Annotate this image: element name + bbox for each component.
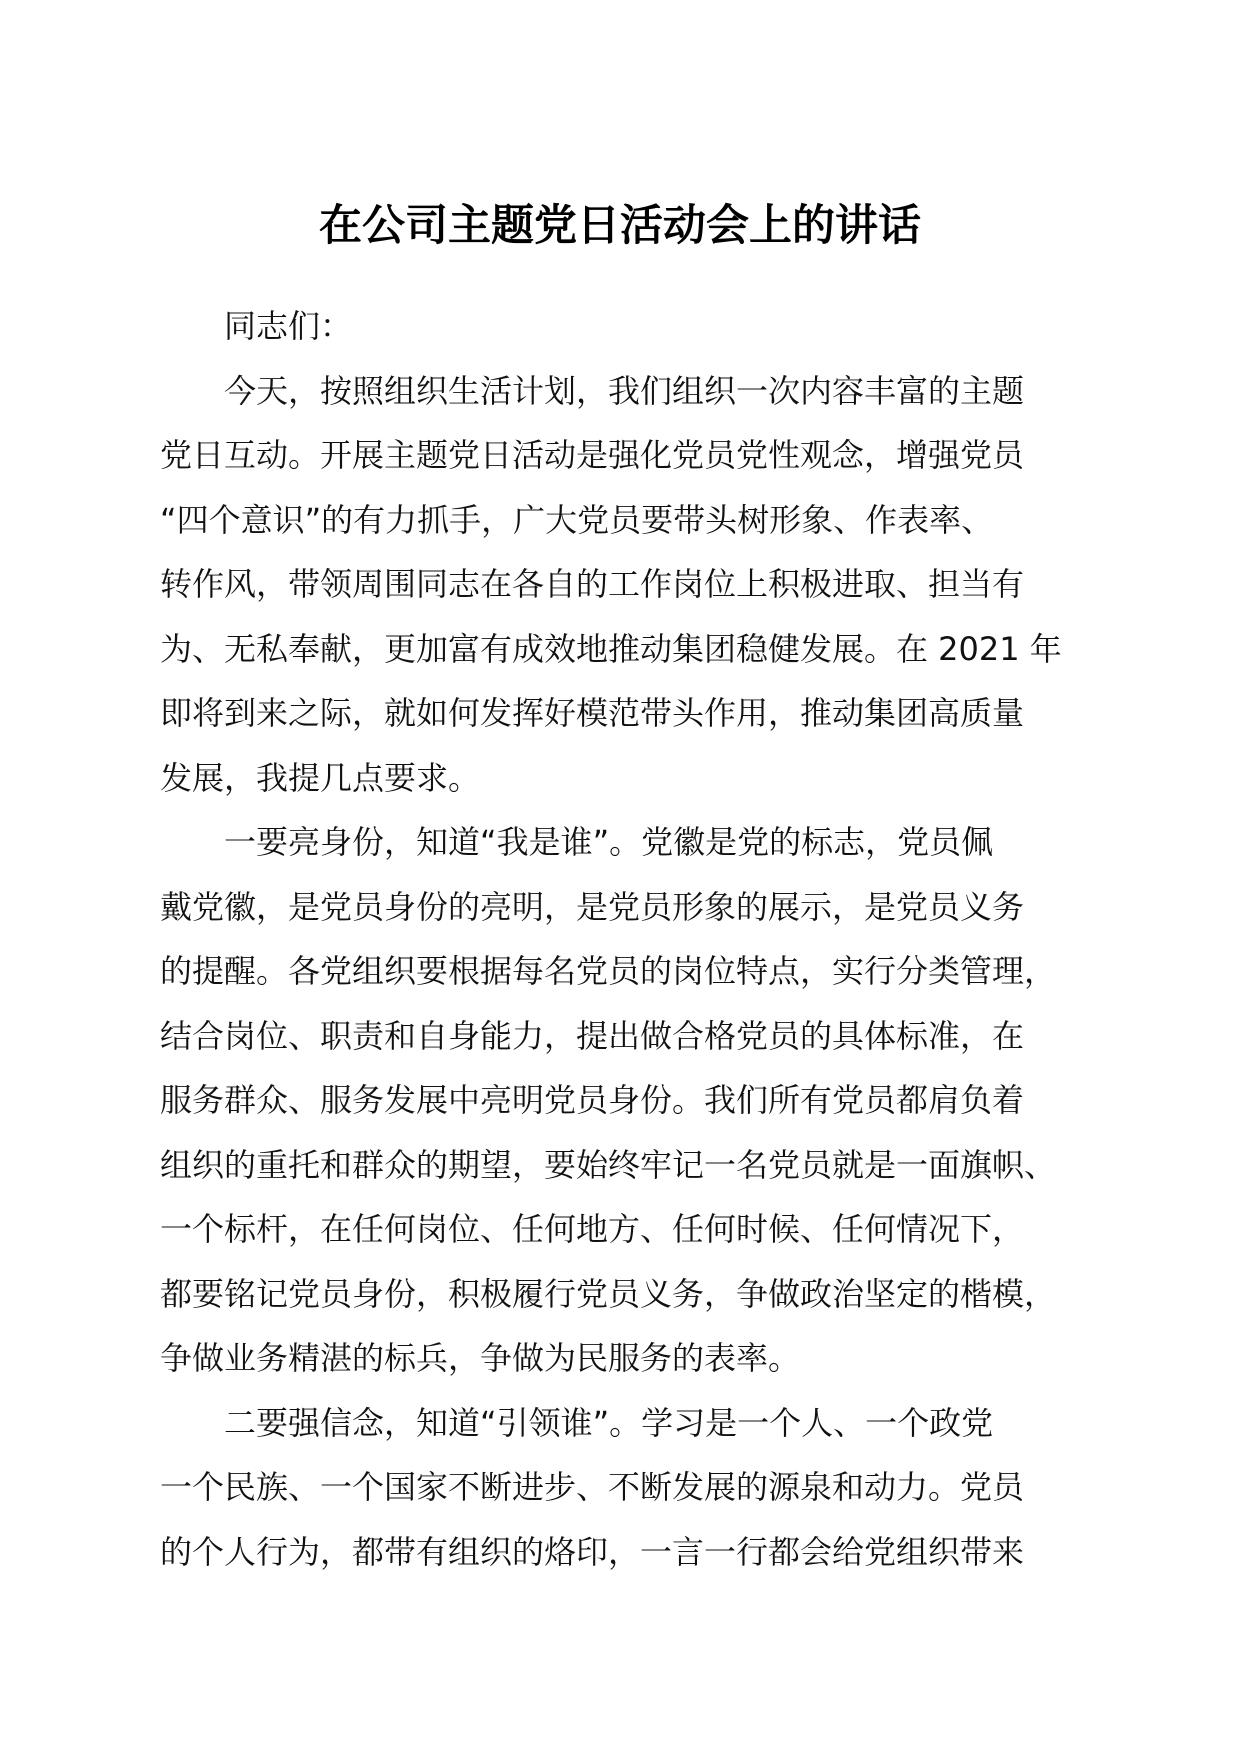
paragraph-2-line: 一个标杆，在任何岗位、任何地方、任何时候、任何情况下，	[160, 1210, 1025, 1248]
paragraph-1-line: 转作风，带领周围同志在各自的工作岗位上积极进取、担当有	[160, 565, 1025, 603]
paragraph-1-line: “四个意识”的有力抓手，广大党员要带头树形象、作表率、	[160, 500, 994, 539]
paragraph-1-line: 为、无私奉献，更加富有成效地推动集团稳健发展。在 2021 年	[160, 629, 1062, 668]
paragraph-1-line: 今天，按照组织生活计划，我们组织一次内容丰富的主题	[224, 371, 1025, 410]
paragraph-2-line: 一要亮身份，知道“我是谁”。党徽是党的标志，党员佩	[224, 823, 994, 861]
document-body	[160, 294, 1120, 1584]
paragraph-2-line: 结合岗位、职责和自身能力，提出做合格党员的具体标准，在	[160, 1016, 1025, 1055]
paragraph-3-line: 一个民族、一个国家不断进步、不断发展的源泉和动力。党员	[160, 1468, 1025, 1506]
paragraph-1-line: 党日互动。开展主题党日活动是强化党员党性观念，增强党员	[160, 436, 1025, 474]
paragraph-3-line: 二要强信念，知道“引领谁”。学习是一个人、一个政党	[224, 1403, 994, 1442]
paragraph-3-line: 的个人行为，都带有组织的烙印，一言一行都会给党组织带来	[160, 1532, 1025, 1571]
document-title: 在公司主题党日活动会上的讲话	[319, 201, 921, 251]
paragraph-2-line: 戴党徽，是党员身份的亮明，是党员形象的展示，是党员义务	[160, 887, 1025, 926]
paragraph-2-line: 的提醒。各党组织要根据每名党员的岗位特点，实行分类管理，	[160, 952, 1057, 990]
paragraph-1-line: 发展，我提几点要求。	[160, 758, 481, 797]
paragraph-1-line: 即将到来之际，就如何发挥好模范带头作用，推动集团高质量	[160, 694, 1025, 732]
paragraph-2-line: 争做业务精湛的标兵，争做为民服务的表率。	[160, 1339, 801, 1377]
salutation-line: 同志们：	[224, 307, 353, 345]
paragraph-2-line: 服务群众、服务发展中亮明党员身份。我们所有党员都肩负着	[160, 1081, 1025, 1119]
paragraph-2-line: 都要铭记党员身份，积极履行党员义务，争做政治坚定的楷模，	[160, 1274, 1057, 1313]
paragraph-2-line: 组织的重托和群众的期望，要始终牢记一名党员就是一面旗帜、	[160, 1145, 1057, 1184]
